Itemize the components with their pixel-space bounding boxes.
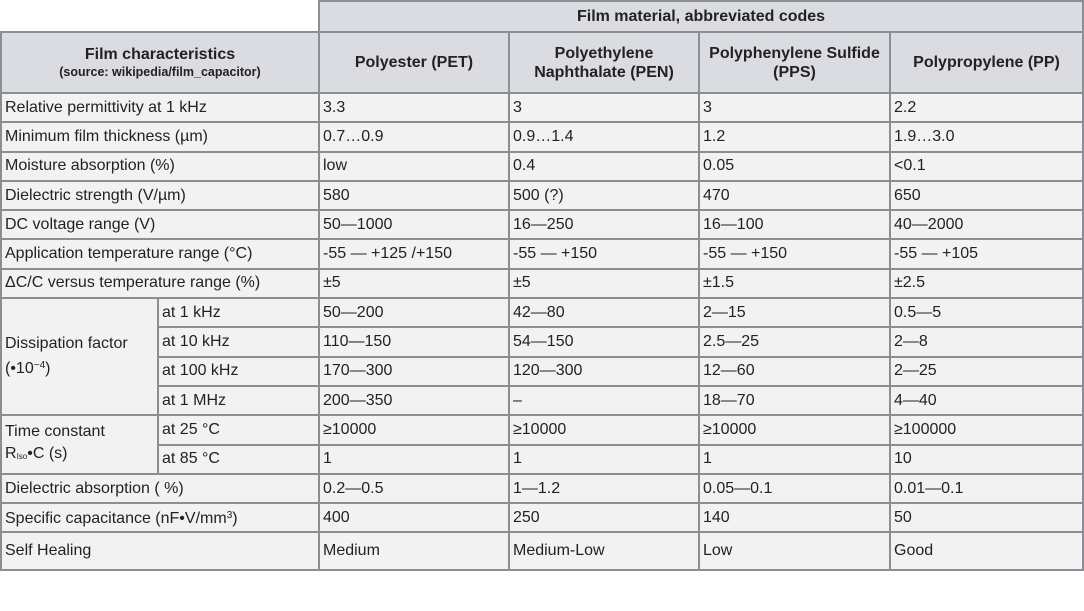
specific-capacitance-label-prefix: Specific capacitance (nF•V/mm bbox=[5, 510, 227, 528]
cell-value: – bbox=[509, 386, 699, 415]
condition-label: at 85 °C bbox=[158, 445, 319, 474]
cell-value: 1—1.2 bbox=[509, 474, 699, 503]
cell-value: 140 bbox=[699, 503, 890, 532]
table-row bbox=[1, 445, 1083, 474]
cell-value: 40—2000 bbox=[890, 210, 1083, 239]
material-header-pen: Polyethylene Naphthalate (PEN) bbox=[509, 32, 699, 93]
cell-value: 0.05—0.1 bbox=[699, 474, 890, 503]
condition-label: at 10 kHz bbox=[158, 327, 319, 356]
cell-value: 0.01—0.1 bbox=[890, 474, 1083, 503]
dissipation-factor-label bbox=[1, 298, 158, 415]
cell-value: 650 bbox=[890, 181, 1083, 210]
characteristics-header bbox=[1, 32, 319, 93]
table-row bbox=[1, 474, 1083, 503]
condition-label: at 1 kHz bbox=[158, 298, 319, 327]
cell-value: 0.9…1.4 bbox=[509, 122, 699, 151]
characteristics-title: Film characteristics bbox=[84, 46, 236, 63]
table-row bbox=[1, 152, 1083, 181]
time-constant-label-suffix: •C (s) bbox=[27, 445, 68, 463]
characteristics-source: (source: wikipedia/film_capacitor) bbox=[59, 65, 261, 79]
cell-value: 0.05 bbox=[699, 152, 890, 181]
table-row bbox=[1, 503, 1083, 532]
table-row bbox=[1, 386, 1083, 415]
cell-value: Medium-Low bbox=[509, 532, 699, 570]
table-row bbox=[1, 532, 1083, 570]
column-header-row bbox=[1, 32, 1083, 93]
cell-value: 2—15 bbox=[699, 298, 890, 327]
table-row bbox=[1, 239, 1083, 268]
cell-value: 0.4 bbox=[509, 152, 699, 181]
cell-value: 200—350 bbox=[319, 386, 509, 415]
cell-value: 1 bbox=[699, 445, 890, 474]
material-header-pps: Polyphenylene Sulfide (PPS) bbox=[699, 32, 890, 93]
table-row bbox=[1, 93, 1083, 122]
condition-label: at 25 °C bbox=[158, 415, 319, 444]
cell-value: ±5 bbox=[319, 269, 509, 298]
cell-value: Good bbox=[890, 532, 1083, 570]
cell-value: 400 bbox=[319, 503, 509, 532]
cell-value: 16—250 bbox=[509, 210, 699, 239]
cell-value: 3.3 bbox=[319, 93, 509, 122]
table-row bbox=[1, 415, 1083, 444]
row-label: Moisture absorption (%) bbox=[1, 152, 319, 181]
cell-value: -55 — +150 bbox=[509, 239, 699, 268]
cell-value: 2—25 bbox=[890, 357, 1083, 386]
cell-value: 3 bbox=[699, 93, 890, 122]
time-constant-label-line1: Time constant bbox=[5, 423, 105, 441]
cell-value: 3 bbox=[509, 93, 699, 122]
cell-value: ±1.5 bbox=[699, 269, 890, 298]
cell-value: Low bbox=[699, 532, 890, 570]
table-row bbox=[1, 122, 1083, 151]
cell-value: low bbox=[319, 152, 509, 181]
cell-value: 250 bbox=[509, 503, 699, 532]
cell-value: 580 bbox=[319, 181, 509, 210]
material-header-pp: Polypropylene (PP) bbox=[890, 32, 1083, 93]
dissipation-label-line1: Dissipation factor bbox=[5, 335, 128, 353]
row-label: Dielectric absorption ( %) bbox=[1, 474, 319, 503]
cell-value: ±5 bbox=[509, 269, 699, 298]
cell-value: 110—150 bbox=[319, 327, 509, 356]
cell-value: -55 — +105 bbox=[890, 239, 1083, 268]
cell-value: <0.1 bbox=[890, 152, 1083, 181]
row-label: Dielectric strength (V/µm) bbox=[1, 181, 319, 210]
table-row bbox=[1, 269, 1083, 298]
row-label: ΔC/C versus temperature range (%) bbox=[1, 269, 319, 298]
cell-value: 470 bbox=[699, 181, 890, 210]
row-label bbox=[1, 503, 319, 532]
dissipation-label-prefix: (•10 bbox=[5, 360, 34, 378]
cell-value: 16—100 bbox=[699, 210, 890, 239]
time-constant-label bbox=[1, 415, 158, 474]
cell-value: 50—1000 bbox=[319, 210, 509, 239]
dissipation-label-suffix: ) bbox=[45, 360, 51, 378]
time-constant-label-subscript: Iso bbox=[16, 452, 28, 462]
material-header-pet: Polyester (PET) bbox=[319, 32, 509, 93]
cell-value: 1 bbox=[509, 445, 699, 474]
row-label: Relative permittivity at 1 kHz bbox=[1, 93, 319, 122]
blank-corner bbox=[1, 1, 319, 32]
row-label: Self Healing bbox=[1, 532, 319, 570]
specific-capacitance-label-exponent: 3 bbox=[226, 510, 233, 522]
cell-value: 54—150 bbox=[509, 327, 699, 356]
cell-value: 170—300 bbox=[319, 357, 509, 386]
row-label: Application temperature range (°C) bbox=[1, 239, 319, 268]
cell-value: 2.5—25 bbox=[699, 327, 890, 356]
cell-value: -55 — +125 /+150 bbox=[319, 239, 509, 268]
group-header-row bbox=[1, 1, 1083, 32]
cell-value: 12—60 bbox=[699, 357, 890, 386]
cell-value: 4—40 bbox=[890, 386, 1083, 415]
cell-value: 2.2 bbox=[890, 93, 1083, 122]
table-row bbox=[1, 298, 1083, 327]
cell-value: 1.2 bbox=[699, 122, 890, 151]
cell-value: ±2.5 bbox=[890, 269, 1083, 298]
cell-value: ≥100000 bbox=[890, 415, 1083, 444]
condition-label: at 100 kHz bbox=[158, 357, 319, 386]
cell-value: 120—300 bbox=[509, 357, 699, 386]
row-label: DC voltage range (V) bbox=[1, 210, 319, 239]
cell-value: Medium bbox=[319, 532, 509, 570]
cell-value: -55 — +150 bbox=[699, 239, 890, 268]
row-label: Minimum film thickness (µm) bbox=[1, 122, 319, 151]
cell-value: 1 bbox=[319, 445, 509, 474]
cell-value: 0.2—0.5 bbox=[319, 474, 509, 503]
cell-value: 0.5—5 bbox=[890, 298, 1083, 327]
cell-value: 18—70 bbox=[699, 386, 890, 415]
time-constant-label-r: R bbox=[5, 445, 17, 463]
table-row bbox=[1, 357, 1083, 386]
cell-value: 10 bbox=[890, 445, 1083, 474]
cell-value: 0.7…0.9 bbox=[319, 122, 509, 151]
condition-label: at 1 MHz bbox=[158, 386, 319, 415]
cell-value: ≥10000 bbox=[509, 415, 699, 444]
table-row bbox=[1, 181, 1083, 210]
cell-value: ≥10000 bbox=[699, 415, 890, 444]
cell-value: 1.9…3.0 bbox=[890, 122, 1083, 151]
cell-value: 2—8 bbox=[890, 327, 1083, 356]
cell-value: 50—200 bbox=[319, 298, 509, 327]
specific-capacitance-label-suffix: ) bbox=[232, 510, 238, 528]
cell-value: ≥10000 bbox=[319, 415, 509, 444]
table-row bbox=[1, 327, 1083, 356]
group-header: Film material, abbreviated codes bbox=[319, 1, 1083, 32]
cell-value: 42—80 bbox=[509, 298, 699, 327]
dissipation-label-exponent: −4 bbox=[33, 360, 46, 372]
cell-value: 500 (?) bbox=[509, 181, 699, 210]
cell-value: 50 bbox=[890, 503, 1083, 532]
table-row bbox=[1, 210, 1083, 239]
